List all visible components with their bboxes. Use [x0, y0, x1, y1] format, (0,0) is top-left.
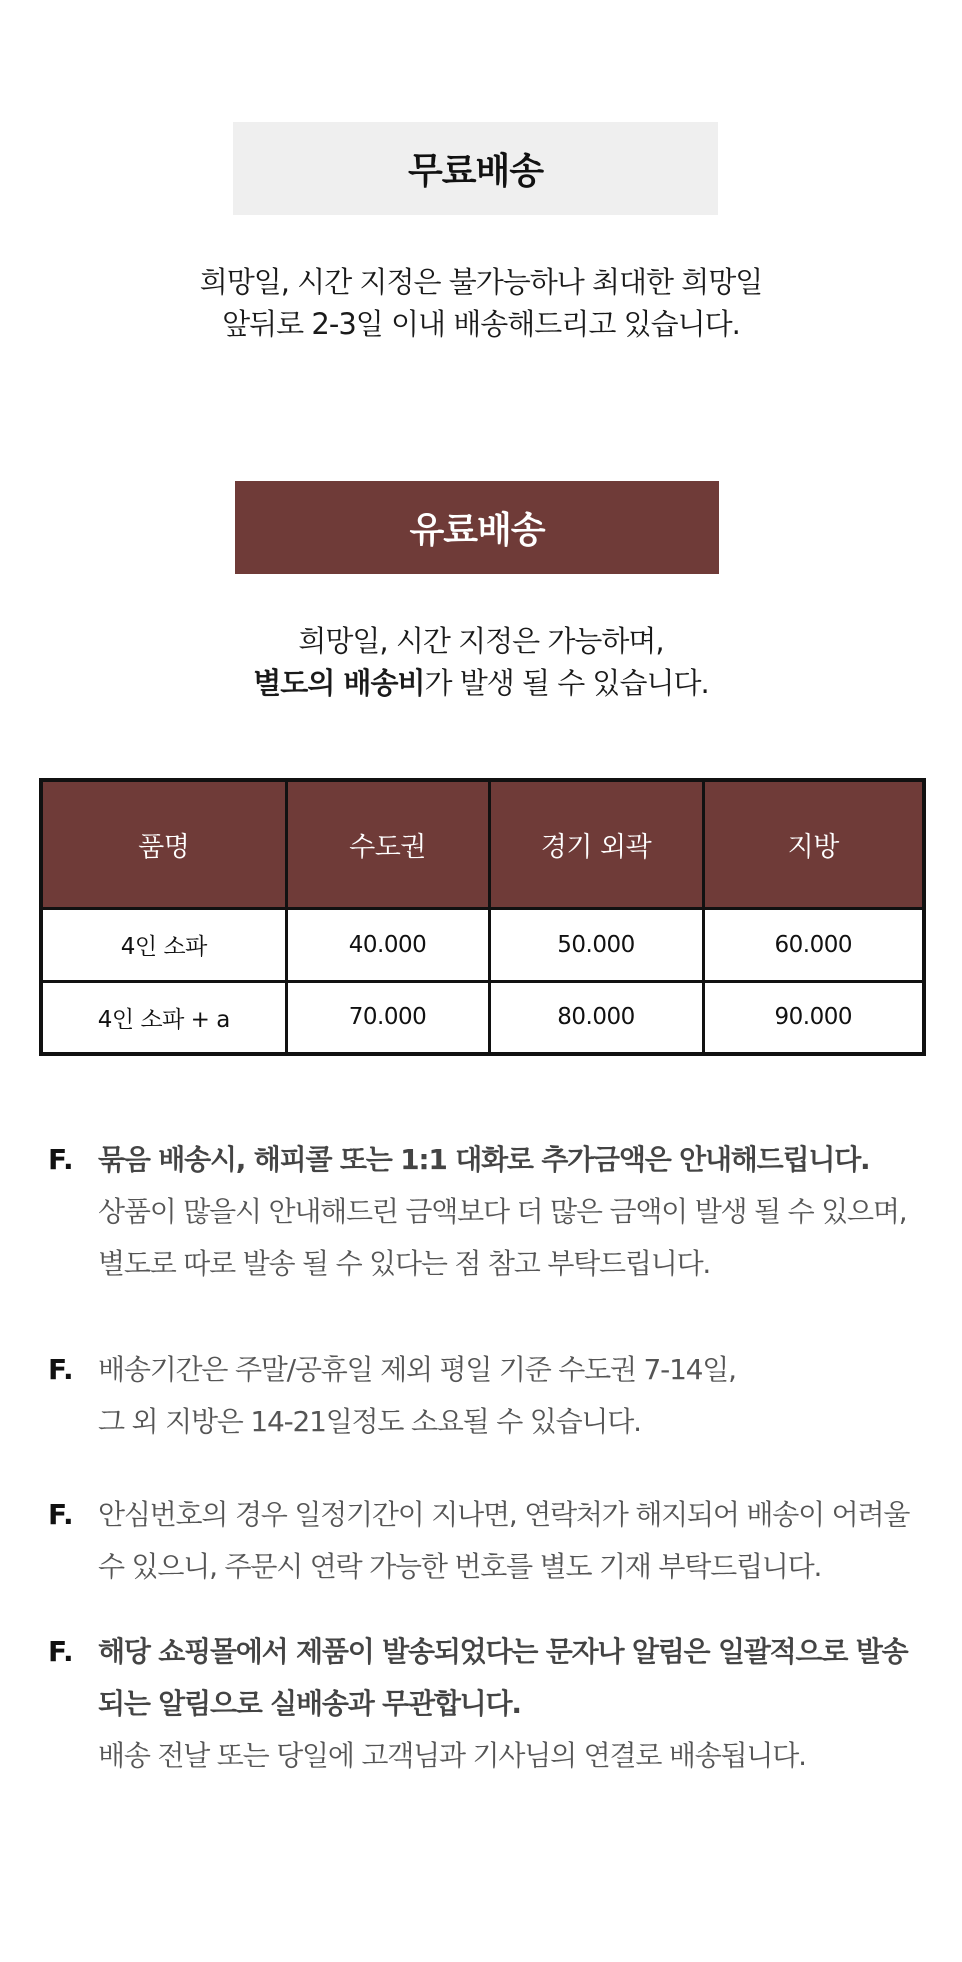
header-item-name: 품명: [41, 780, 286, 908]
note-emphasis-line: 해당 쇼핑몰에서 제품이 발송되었다는 문자나 알림은 일괄적으로 발송: [98, 1635, 908, 1668]
note-marker: F.: [48, 1498, 74, 1531]
note-marker: F.: [48, 1143, 74, 1176]
note-line: 배송기간은 주말/공휴일 제외 평일 기준 수도권 7-14일,: [98, 1353, 736, 1386]
table-row: [41, 981, 924, 1054]
note-lines: [98, 1489, 928, 1593]
note-lines: [98, 1344, 928, 1448]
note-marker: F.: [48, 1635, 74, 1668]
paid-shipping-line-2: [0, 662, 962, 704]
note-marker: F.: [48, 1353, 74, 1386]
note-line: 별도로 따로 발송 될 수 있다는 점 참고 부탁드립니다.: [98, 1247, 711, 1280]
cell-item-name: 4인 소파 + a: [41, 981, 286, 1054]
cell-price: 70.000: [286, 981, 489, 1054]
note-line: 그 외 지방은 14-21일정도 소요될 수 있습니다.: [98, 1405, 641, 1438]
cell-price: 80.000: [489, 981, 703, 1054]
header-capital-area: 수도권: [286, 780, 489, 908]
free-shipping-description: [0, 261, 962, 345]
note-lines: [98, 1134, 928, 1290]
note-line: 안심번호의 경우 일정기간이 지나면, 연락처가 해지되어 배송이 어려울: [98, 1498, 910, 1531]
cell-price: 60.000: [703, 908, 924, 981]
paid-shipping-emphasis: 별도의 배송비: [253, 666, 425, 700]
cell-price: 90.000: [703, 981, 924, 1054]
table-header-row: [41, 780, 924, 908]
free-shipping-banner: 무료배송: [233, 122, 718, 215]
free-shipping-line-2: 앞뒤로 2-3일 이내 배송해드리고 있습니다.: [222, 307, 740, 341]
header-provinces: 지방: [703, 780, 924, 908]
free-shipping-line-1: 희망일, 시간 지정은 불가능하나 최대한 희망일: [199, 265, 763, 299]
note-line: 배송 전날 또는 당일에 고객님과 기사님의 연결로 배송됩니다.: [98, 1739, 806, 1772]
paid-shipping-line-2-rest: 가 발생 될 수 있습니다.: [424, 666, 709, 700]
note-line: 상품이 많을시 안내해드린 금액보다 더 많은 금액이 발생 될 수 있으며,: [98, 1195, 907, 1228]
note-emphasis-line: 되는 알림으로 실배송과 무관합니다.: [98, 1687, 521, 1720]
cell-price: 40.000: [286, 908, 489, 981]
cell-price: 50.000: [489, 908, 703, 981]
note-emphasis-line: 묶음 배송시, 해피콜 또는 1:1 대화로 추가금액은 안내해드립니다.: [98, 1143, 870, 1176]
cell-item-name: 4인 소파: [41, 908, 286, 981]
paid-shipping-line-1: 희망일, 시간 지정은 가능하며,: [298, 624, 664, 658]
paid-shipping-banner: 유료배송: [235, 481, 719, 574]
table-row: [41, 908, 924, 981]
note-line: 수 있으니, 주문시 연락 가능한 번호를 별도 기재 부탁드립니다.: [98, 1550, 822, 1583]
shipping-fee-table: [39, 778, 926, 1056]
note-lines: [98, 1626, 928, 1782]
paid-shipping-description: [0, 620, 962, 704]
header-gyeonggi-outskirts: 경기 외곽: [489, 780, 703, 908]
